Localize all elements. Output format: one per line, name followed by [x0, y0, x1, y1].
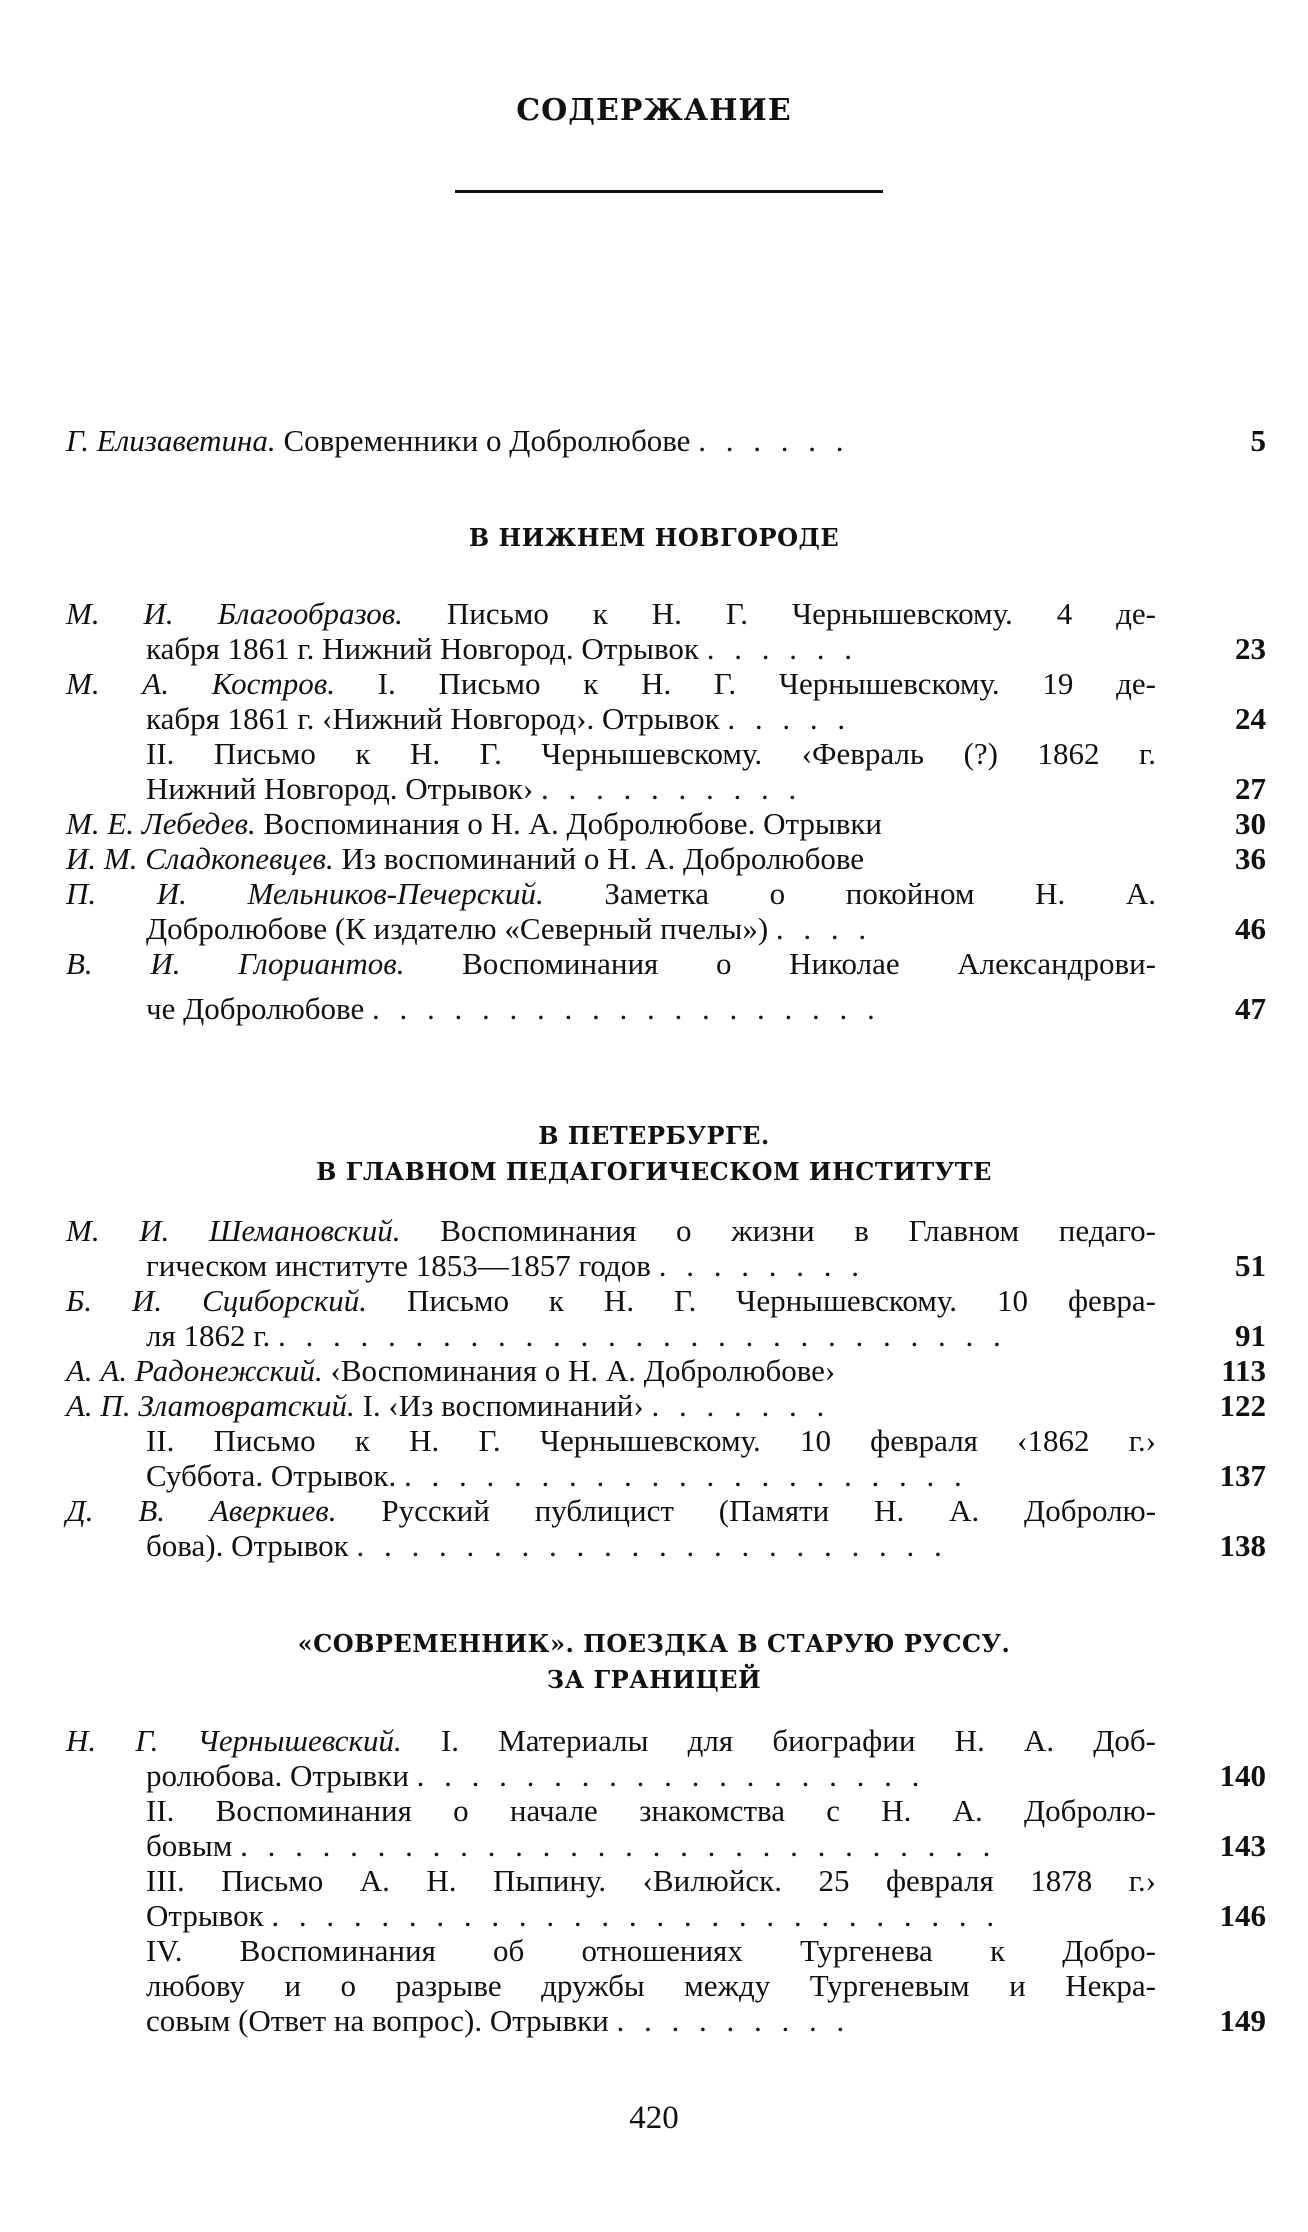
entry-page: 122	[1219, 1388, 1266, 1423]
entry-title-cont: че Добролюбове	[146, 991, 365, 1026]
entry-title-cont: Нижний Новгород. Отрывок›	[146, 771, 534, 806]
section-heading-line: «СОВРЕМЕННИК». ПОЕЗДКА В СТАРУЮ РУССУ.	[297, 1629, 1011, 1658]
leader-dots: . . . . . . . . . . . . . . . . . . . . .	[403, 1458, 968, 1493]
entry-page: 51	[1235, 1248, 1266, 1283]
page-title: СОДЕРЖАНИЕ	[516, 93, 792, 128]
toc-entry	[66, 666, 1266, 736]
entry-title-cont: совым (Ответ на вопрос). Отрывки	[146, 2003, 609, 2038]
entry-title: Воспоминания о Николае Александрови-	[462, 946, 1156, 981]
section-heading-3	[0, 1626, 1308, 1698]
entry-author: Н. Г. Чернышевский.	[66, 1723, 402, 1758]
section-heading-1	[0, 520, 1308, 556]
entry-title: I. Материалы для биографии Н. А. Доб-	[440, 1723, 1156, 1758]
entry-title: Заметка о покойном Н. А.	[604, 876, 1157, 911]
entry-page: 113	[1221, 1353, 1266, 1388]
entry-page: 23	[1235, 631, 1266, 666]
entry-page: 146	[1219, 1898, 1266, 1933]
entry-page: 138	[1219, 1528, 1266, 1563]
entry-author: А. П. Златовратский.	[66, 1388, 355, 1423]
entry-title: Русский публицист (Памяти Н. А. Добролю-	[381, 1493, 1157, 1528]
leader-dots: . . . . . . . . . .	[540, 771, 803, 806]
toc-entry	[66, 1388, 1266, 1423]
entry-title: III. Письмо А. Н. Пыпину. ‹Вилюйск. 25 февраля 1878 г.›	[146, 1863, 1156, 1898]
toc-entry	[66, 806, 1266, 841]
toc-entry	[66, 876, 1266, 946]
leader-dots: . . . . . . . . . . . . . . . . . . .	[371, 991, 881, 1026]
entry-page: 143	[1219, 1828, 1266, 1863]
toc-entry	[66, 1283, 1266, 1353]
leader-dots: . . . .	[775, 911, 873, 946]
entry-page: 47	[1235, 991, 1266, 1026]
page-number: 420	[629, 2100, 679, 2136]
entry-title: Из воспоминаний о Н. А. Добролюбове	[341, 841, 865, 876]
entry-page: 91	[1235, 1318, 1266, 1353]
entry-page: 36	[1235, 841, 1266, 876]
entry-author: В. И. Глориантов.	[66, 946, 405, 981]
entry-author: М. И. Шемановский.	[66, 1213, 401, 1248]
section-heading-line: В НИЖНЕМ НОВГОРОДЕ	[468, 523, 840, 552]
entry-author: И. М. Сладкопевцев.	[66, 841, 334, 876]
leader-dots: . . . . . . . .	[658, 1248, 865, 1283]
entry-title: IV. Воспоминания об отношениях Тургенева к Добро-	[146, 1933, 1156, 1968]
entry-author: М. Е. Лебедев.	[66, 806, 256, 841]
leader-dots: . . . . . . . . . . . . . . . . . . . . . .	[356, 1528, 948, 1563]
entry-author: П. И. Мельников-Печерский.	[66, 876, 544, 911]
toc-entry	[66, 1213, 1266, 1283]
entry-title: I. ‹Из воспоминаний›	[362, 1388, 644, 1423]
toc-entry	[66, 1933, 1266, 2038]
title-rule	[455, 190, 883, 193]
entry-title-cont: кабря 1861 г. ‹Нижний Новгород›. Отрывок	[146, 701, 720, 736]
entry-title-cont: Суббота. Отрывок.	[146, 1458, 397, 1493]
entry-title: Воспоминания о Н. А. Добролюбове. Отрывки	[263, 806, 883, 841]
entry-title-cont: Отрывок	[146, 1898, 264, 1933]
entry-title-cont: ля 1862 г.	[146, 1318, 271, 1353]
leader-dots: . . . . . .	[706, 631, 858, 666]
leader-dots: . . . . . . . . . . . . . . . . . . . . . . . . . . .	[271, 1898, 1001, 1933]
section-heading-2	[0, 1118, 1308, 1190]
entry-page: 149	[1219, 2003, 1266, 2038]
entry-title-cont: Добролюбове (К издателю «Северный пчелы»)	[146, 911, 769, 946]
entry-title: II. Воспоминания о начале знакомства с Н. А. Добролю-	[146, 1793, 1156, 1828]
section-heading-line: В ГЛАВНОМ ПЕДАГОГИЧЕСКОМ ИНСТИТУТЕ	[316, 1157, 992, 1186]
entry-title: Письмо к Н. Г. Чернышевскому. 10 февра-	[406, 1283, 1157, 1318]
leader-dots: . . . . . . . . . . . . . . . . . . .	[416, 1758, 926, 1793]
entry-author: Д. В. Аверкиев.	[66, 1493, 337, 1528]
toc-entry	[66, 841, 1266, 876]
section-heading-line: В ПЕТЕРБУРГЕ.	[538, 1121, 770, 1150]
toc-entry	[66, 1723, 1266, 1793]
entry-title-cont: кабря 1861 г. Нижний Новгород. Отрывок	[146, 631, 699, 666]
leader-dots: . . . . . .	[698, 423, 850, 458]
entry-page: 137	[1219, 1458, 1266, 1493]
entry-page: 24	[1235, 701, 1266, 736]
entry-title: Воспоминания о жизни в Главном педаго-	[440, 1213, 1157, 1248]
entry-title: I. Письмо к Н. Г. Чернышевскому. 19 де-	[377, 666, 1156, 701]
entry-author: Б. И. Сциборский.	[66, 1283, 367, 1318]
entry-author: А. А. Радонежский.	[66, 1353, 323, 1388]
toc-entry	[66, 596, 1266, 666]
entry-page: 46	[1235, 911, 1266, 946]
toc-entry	[66, 736, 1266, 806]
leader-dots: . . . . .	[727, 701, 852, 736]
entry-title: Письмо к Н. Г. Чернышевскому. 4 де-	[446, 596, 1156, 631]
entry-page: 30	[1235, 806, 1266, 841]
entry-page: 5	[1250, 423, 1266, 458]
leader-dots: . . . . . . .	[651, 1388, 831, 1423]
entry-title-cont: любову и о разрыве дружбы между Тургеневым и Некра-	[146, 1968, 1156, 2003]
entry-title-cont: бова). Отрывок	[146, 1528, 349, 1563]
toc-entry	[66, 1423, 1266, 1493]
toc-entry	[66, 1863, 1266, 1933]
leader-dots: . . . . . . . . . . . . . . . . . . . . . . . . . . . .	[240, 1828, 997, 1863]
section-heading-line: ЗА ГРАНИЦЕЙ	[546, 1665, 762, 1694]
entry-title: II. Письмо к Н. Г. Чернышевскому. 10 февраля ‹1862 г.›	[146, 1423, 1156, 1458]
entry-page: 140	[1219, 1758, 1266, 1793]
toc-entry	[66, 1493, 1266, 1563]
toc-entry	[66, 946, 1266, 1026]
entry-title: II. Письмо к Н. Г. Чернышевскому. ‹Февраль (?) 1862 г.	[146, 736, 1156, 771]
entry-title: Современники о Добролюбове	[283, 423, 691, 458]
entry-author: М. А. Костров.	[66, 666, 335, 701]
leader-dots: . . . . . . . . . . . . . . . . . . . . . . . . . . .	[277, 1318, 1007, 1353]
toc-entry	[66, 1353, 1266, 1388]
entry-page: 27	[1235, 771, 1266, 806]
entry-title-cont: гическом институте 1853—1857 годов	[146, 1248, 651, 1283]
leader-dots: . . . . . . . . .	[616, 2003, 851, 2038]
entry-title-cont: ролюбова. Отрывки	[146, 1758, 409, 1793]
entry-author: М. И. Благообразов.	[66, 596, 403, 631]
entry-author: Г. Елизаветина.	[66, 423, 276, 458]
toc-entry	[66, 1793, 1266, 1863]
entry-title: ‹Воспоминания о Н. А. Добролюбове›	[330, 1353, 836, 1388]
entry-title-cont: бовым	[146, 1828, 233, 1863]
